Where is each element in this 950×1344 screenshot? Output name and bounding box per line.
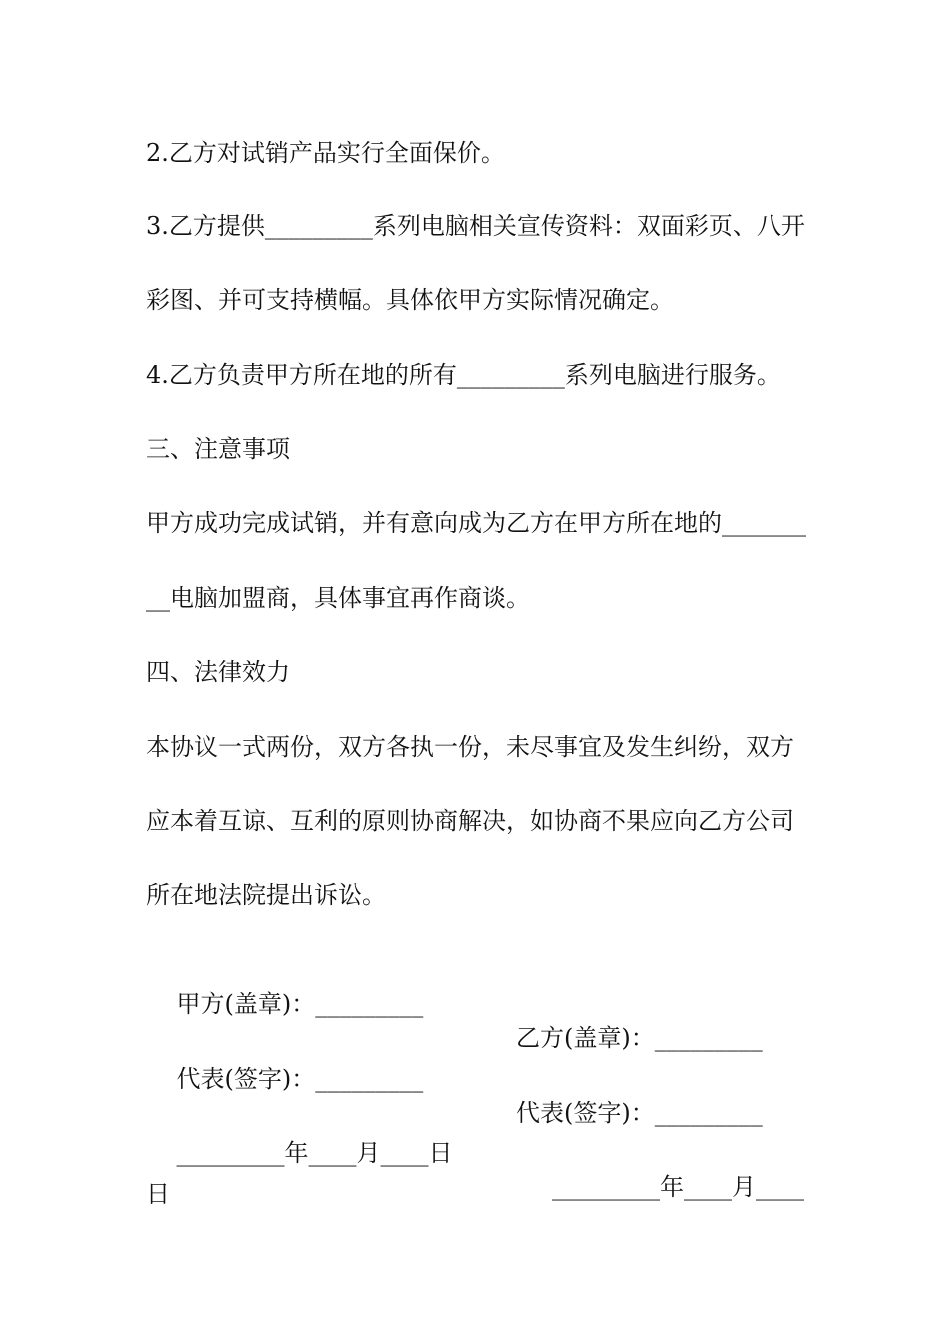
clause-2-line: 2.乙方对试销产品实行全面保价。 (146, 139, 505, 167)
section-3-heading: 三、注意事项 (146, 435, 290, 463)
section-4-text-2: 应本着互谅、互利的原则协商解决，如协商不果应向乙方公司 (146, 807, 794, 835)
clause-3-line-1: 3.乙方提供_________系列电脑相关宣传资料：双面彩页、八开 (146, 212, 805, 240)
section-3-text-1: 甲方成功完成试销，并有意向成为乙方在甲方所在地的_______ (146, 509, 806, 537)
party-b-date: _________年____月____ (552, 1173, 804, 1201)
party-a-seal: 甲方(盖章)：_________ (176, 990, 424, 1018)
party-a-representative: 代表(签字)：_________ (176, 1065, 424, 1093)
party-a-date: _________年____月____日 (176, 1139, 453, 1167)
party-b-representative: 代表(签字)：_________ (516, 1099, 763, 1127)
section-4-text-3: 所在地法院提出诉讼。 (146, 881, 386, 909)
party-b-seal: 乙方(盖章)：_________ (516, 1024, 763, 1052)
section-4-text-1: 本协议一式两份，双方各执一份，未尽事宜及发生纠纷，双方 (146, 733, 794, 761)
date-row (146, 1102, 810, 1238)
clause-3-line-2: 彩图、并可支持横幅。具体依甲方实际情况确定。 (146, 286, 674, 314)
section-4-heading: 四、法律效力 (146, 658, 290, 686)
section-3-text-2: __电脑加盟商，具体事宜再作商谈。 (146, 584, 530, 612)
clause-4-line: 4.乙方负责甲方所在地的所有_________系列电脑进行服务。 (146, 361, 781, 389)
party-b-date-day: 日 (146, 1180, 170, 1208)
